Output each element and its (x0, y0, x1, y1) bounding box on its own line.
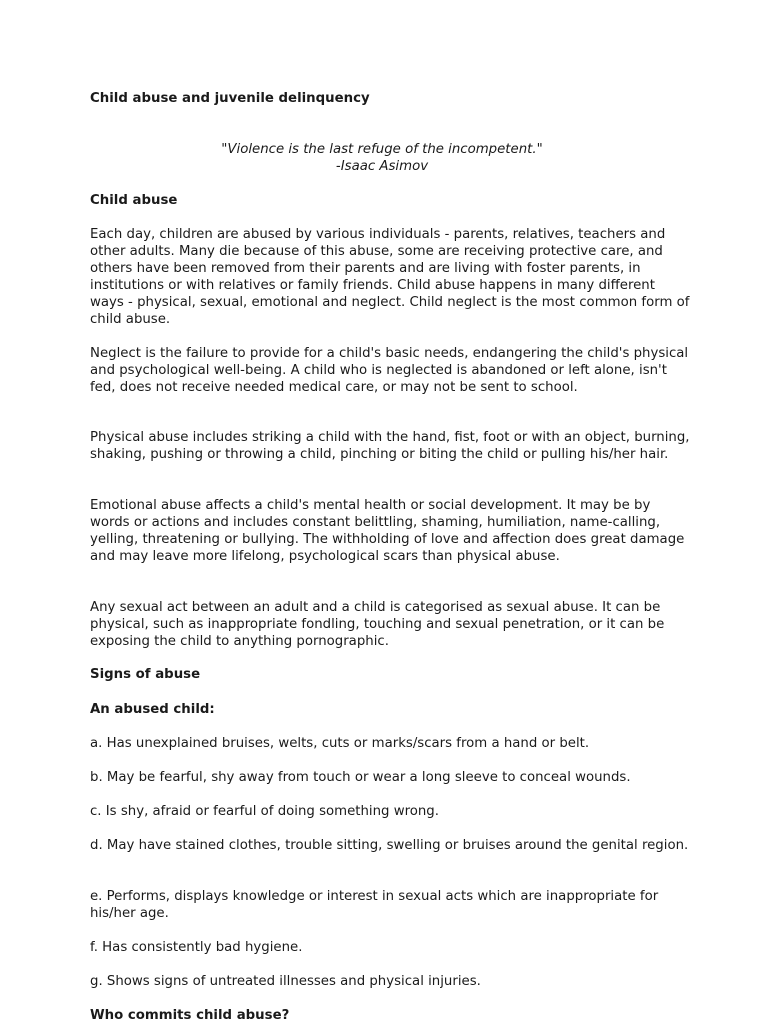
paragraph: Neglect is the failure to provide for a child's basic needs, endangering the child's physical and psychological well-being. A child who is neglected is abandoned or left alone, isn't fed, does not receive needed medical care, or may not be sent to school. (90, 346, 689, 395)
list-item: c. Is shy, afraid or fearful of doing something wrong. (90, 804, 439, 819)
list-item: f. Has consistently bad hygiene. (90, 940, 303, 955)
section-heading-who-commits: Who commits child abuse? (90, 1008, 290, 1023)
quote-author: -Isaac Asimov (335, 159, 429, 174)
document-page (90, 0, 690, 1024)
paragraph: Each day, children are abused by various individuals - parents, relatives, teachers and other adults. Many die because of this abuse, some are receiving protective care, and others have been removed from their parents and are living with foster parents, in institutions or with relatives or family friends. Child abuse happens in many different ways - physical, sexual, emotional and neglect. Child neglect is the most common form of child abuse. (90, 227, 690, 327)
section-heading-signs: Signs of abuse (90, 667, 201, 682)
list-item: b. May be fearful, shy away from touch or wear a long sleeve to conceal wounds. (90, 770, 631, 785)
subheading-abused-child: An abused child: (90, 702, 215, 717)
list-item: d. May have stained clothes, trouble sitting, swelling or bruises around the genital region. (90, 838, 689, 853)
list-item: e. Performs, displays knowledge or interest in sexual acts which are inappropriate for his/her age. (90, 889, 659, 921)
section-heading-child-abuse: Child abuse (90, 193, 178, 208)
list-item: g. Shows signs of untreated illnesses and physical injuries. (90, 974, 481, 989)
paragraph: Physical abuse includes striking a child with the hand, fist, foot or with an object, burning, shaking, pushing or throwing a child, pinching or biting the child or pulling his/her hair. (90, 430, 690, 462)
document-title: Child abuse and juvenile delinquency (90, 91, 370, 106)
quote-text: "Violence is the last refuge of the incompetent." (221, 142, 543, 157)
list-item: a. Has unexplained bruises, welts, cuts or marks/scars from a hand or belt. (90, 736, 590, 751)
paragraph: Emotional abuse affects a child's mental health or social development. It may be by words or actions and includes constant belittling, shaming, humiliation, name-calling, yelling, threatening or bullying. The withholding of love and affection does great damage and may leave more lifelong, psychological scars than physical abuse. (90, 498, 685, 564)
paragraph: Any sexual act between an adult and a child is categorised as sexual abuse. It can be physical, such as inappropriate fondling, touching and sexual penetration, or it can be exposing the child to anything pornographic. (90, 600, 665, 649)
